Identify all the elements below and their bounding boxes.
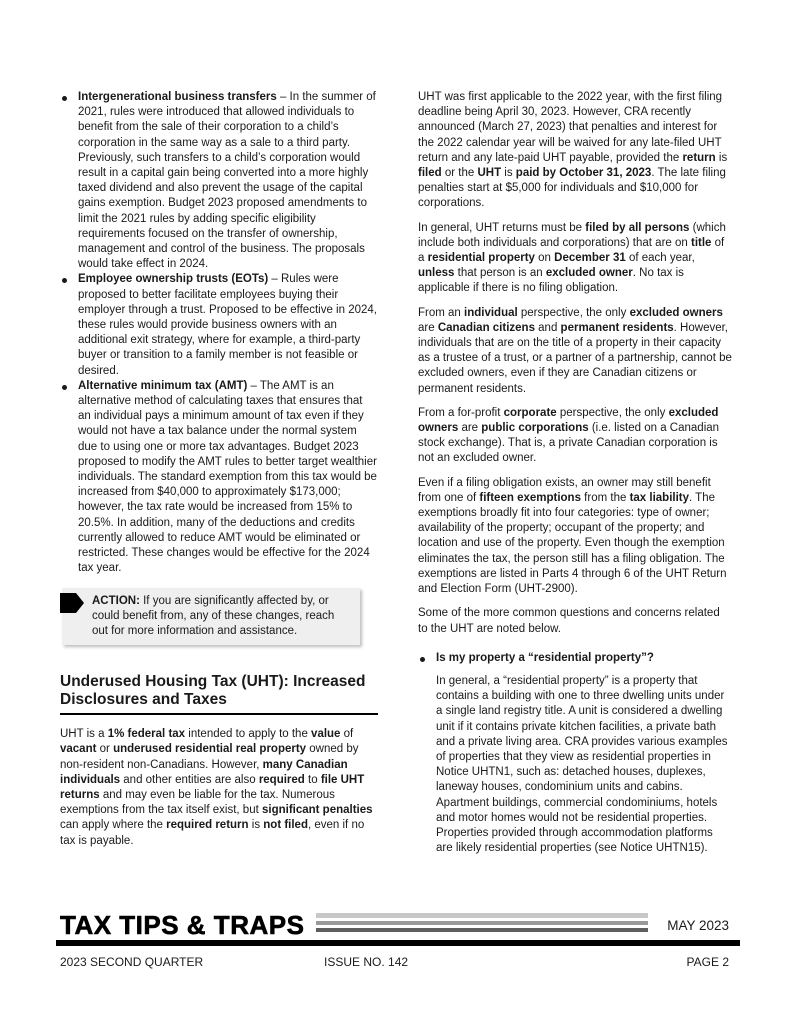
answer-paragraph: In general, a “residential property” is a property that contains a building with one to three dwelling units under a single land registry title. A unit is considered a dwelling unit if it contains private kitchen facilities, a private bath and a private living area. CRA provides various examples of properties that they view as residential properties in Notice UHTN1, such as: detached houses, duplexes, laneway houses, condominium units and cabins. Apartment buildings, commercial condominiums, hotels and motor homes would not be residential properties. Properties provided through accommodation platforms are likely residential properties (see Notice UHTN15). bbox=[436, 674, 728, 855]
bullet-text: – The AMT is an alternative method of calculating taxes that ensures that an individual pays a minimum amount of tax even if they would not have a tax balance under the normal system due to using one or more tax advantages. Budget 2023 proposed to modify the AMT rules to better target wealthier individuals. The standard exemption from this tax would be increased from $40,000 to approximately $173,000; however, the tax rate would be increased from 15% to 20.5%. In addition, many of the deductions and credits currently allowed to reduce AMT would be eliminated or restricted. These changes would be effective for the 2024 tax year. bbox=[78, 379, 377, 575]
bullet-title: Alternative minimum tax (AMT) bbox=[78, 379, 248, 392]
paragraph-individual: From an individual perspective, the only excluded owners are Canadian citizens and permanent residents. However, individuals that are on the title of a property in their capacity as a trustee of a trust, or a partner of a partnership, cannot be excluded owners, even if they are Canadian citizens or permanent residents. bbox=[418, 306, 732, 395]
budget-bullet-list bbox=[60, 90, 378, 577]
paragraph-corporate: From a for-profit corporate perspective, the only excluded owners are public corporations (i.e. listed on a Canadian stock exchange). That is, a private Canadian corporation is not an excluded owner. bbox=[418, 406, 720, 465]
bullet-text: – In the summer of 2021, rules were introduced that allowed individuals to benefit from the sale of their corporation to a child’s corporation in the same way as a sale to a third party. Previously, such transfers to a child’s corporation would result in a capital gain being converted into a more highly taxed dividend and also prevent the usage of the capital gains exemption. Budget 2023 proposed amendments to limit the 2021 rules by adding specific eligibility requirements focused on the transfer of ownership, management and control of the business. The proposals would take effect in 2024. bbox=[78, 91, 376, 271]
newsletter-brand: TAX TIPS & TRAPS bbox=[60, 910, 305, 940]
issue-number: ISSUE NO. 142 bbox=[324, 955, 409, 969]
question-item bbox=[418, 651, 732, 666]
right-column bbox=[418, 90, 732, 865]
list-item bbox=[60, 379, 378, 577]
action-label: ACTION: bbox=[92, 594, 140, 607]
paragraph-deadline: UHT was first applicable to the 2022 year, with the first filing deadline being April 30, 2023. However, CRA recently announced (March 27, 2023) that penalties and interest for the 2022 calendar year will be waived for any late-filed UHT return and any late-paid UHT payable, provided the return is filed or the UHT is paid by October 31, 2023. The late filing penalties start at $5,000 for individuals and $10,000 for corporations. bbox=[418, 91, 728, 210]
decorative-bar bbox=[316, 928, 648, 932]
left-column bbox=[60, 90, 378, 858]
issue-date: MAY 2023 bbox=[667, 918, 729, 933]
action-flag-icon bbox=[60, 593, 84, 613]
paragraph-filing: In general, UHT returns must be filed by all persons (which include both individuals and corporations) that are on title of a residential property on December 31 of each year, unless that person is an excluded owner. No tax is applicable if there is no filing obligation. bbox=[418, 221, 726, 295]
bullet-title: Employee ownership trusts (EOTs) bbox=[78, 273, 269, 286]
action-callout bbox=[62, 588, 360, 646]
decorative-bar bbox=[316, 921, 648, 925]
uht-intro-paragraph: UHT is a 1% federal tax intended to apply to the value of vacant or underused residential real property owned by non-resident non-Canadians. However, many Canadian individuals and other entities are also required to file UHT returns and may even be liable for the tax. Numerous exemptions from the tax itself exist, but significant penalties can apply where the required return is not filed, even if no tax is payable. bbox=[60, 728, 373, 847]
bullet-title: Intergenerational business transfers bbox=[78, 91, 277, 103]
paragraph-exemptions: Even if a filing obligation exists, an owner may still benefit from one of fifteen exemptions from the tax liability. The exemptions broadly fit into four categories: type of owner; availability of the property; occupant of the property; and location and use of the property. Even though the exemption eliminates the tax, the person still has a filing obligation. The exemptions are listed in Parts 4 through 6 of the UHT Return and Election Form (UHT-2900). bbox=[418, 476, 727, 596]
list-item bbox=[60, 272, 378, 378]
action-text: If you are significantly affected by, or could benefit from, any of these changes, reach out for more information and assistance. bbox=[92, 594, 335, 637]
page-number: PAGE 2 bbox=[686, 955, 729, 969]
bullet-text: – Rules were proposed to better facilitate employees buying their employer through a trust. Proposed to be effective in 2024, these rules would provide business owners with an additional exit strategy, where for example, a third-party buyer or transition to a family member is not feasible or desired. bbox=[78, 273, 377, 377]
section-heading: Underused Housing Tax (UHT): Increased Disclosures and Taxes bbox=[60, 673, 378, 715]
question-title: Is my property a “residential property”? bbox=[436, 651, 654, 664]
quarter-label: 2023 SECOND QUARTER bbox=[60, 955, 204, 969]
footer-divider bbox=[56, 940, 740, 946]
list-item bbox=[60, 90, 378, 272]
decorative-bar bbox=[316, 913, 648, 918]
paragraph-questions-intro: Some of the more common questions and concerns related to the UHT are noted below. bbox=[418, 607, 720, 635]
